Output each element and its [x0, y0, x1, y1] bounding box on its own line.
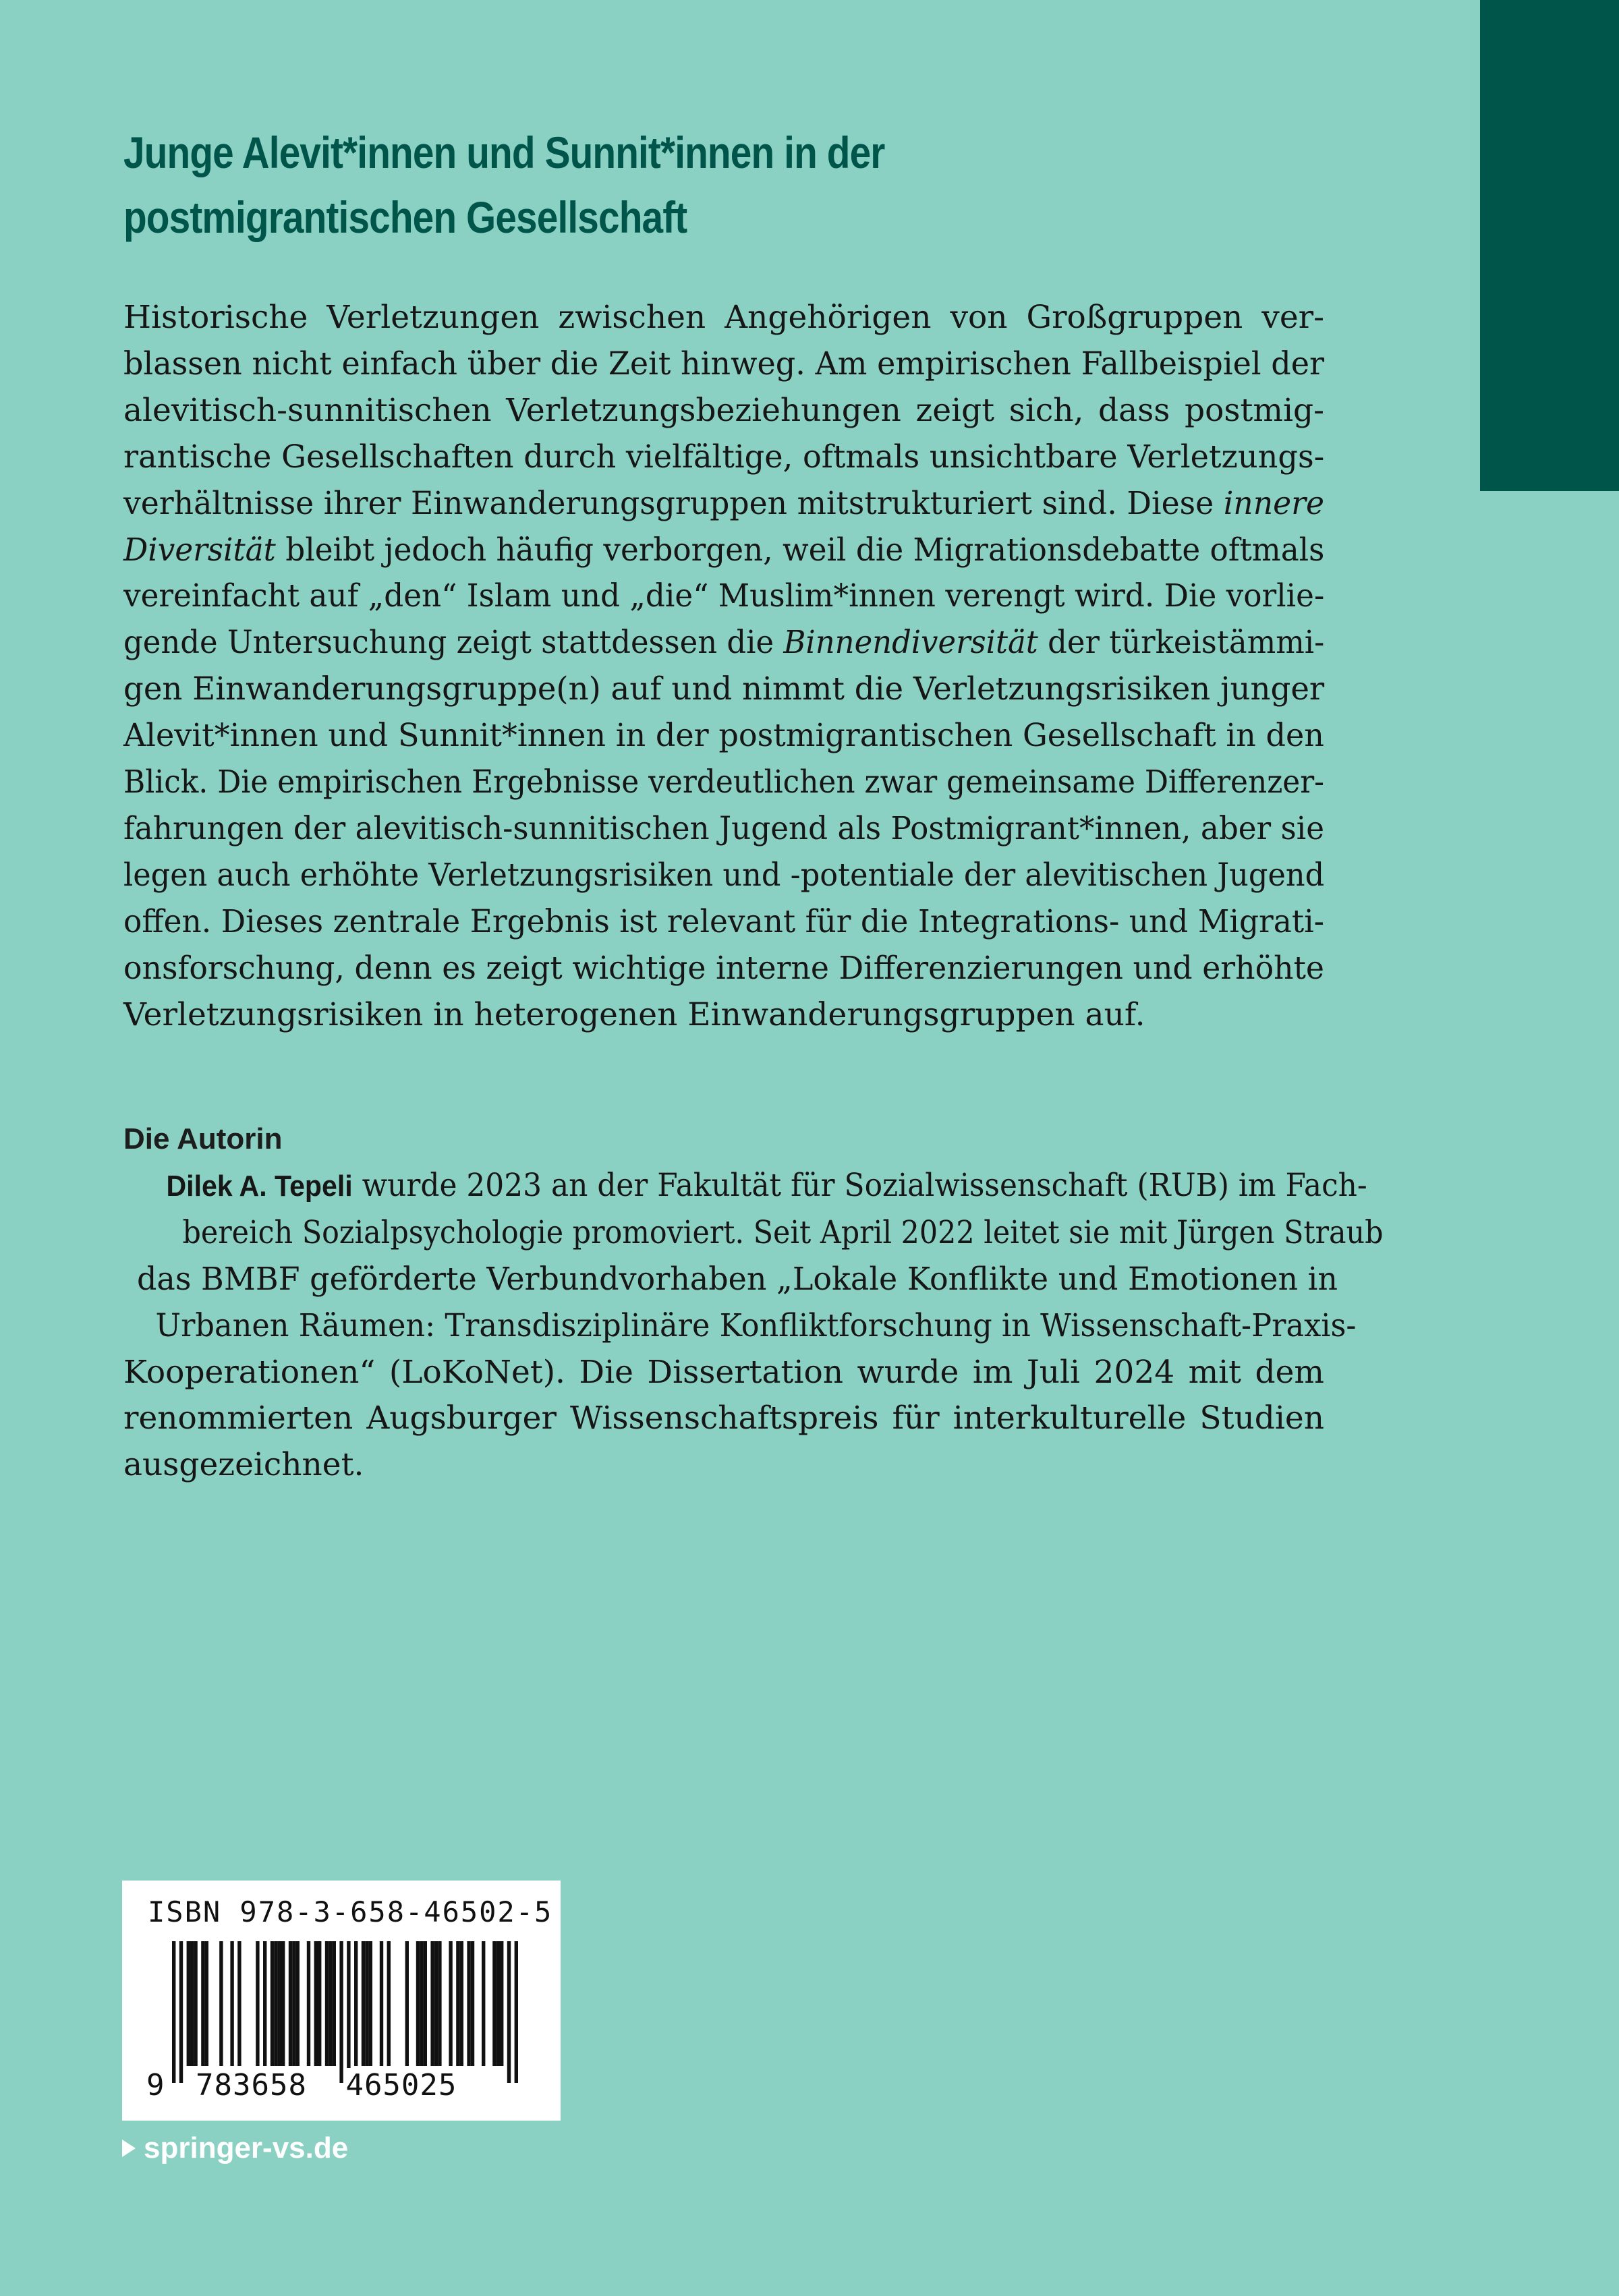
barcode-bar — [347, 1941, 350, 2083]
barcode-bar — [256, 1941, 259, 2066]
blurb-text: bleibt jedoch häufig verborgen, weil die Migrationsdebatte oftmals — [275, 531, 1325, 569]
blurb-line: onsforschung, denn es zeigt wichtige interne Differenzierungen und erhöhte — [123, 949, 1324, 987]
barcode-bar — [482, 1941, 485, 2066]
barcode-bar — [515, 1941, 518, 2083]
barcode-bar — [467, 1941, 470, 2066]
book-blurb — [123, 295, 1324, 1039]
title-line-1: Junge Alevit*innen und Sunnit*innen in der — [123, 127, 885, 177]
ean-digit-first: 9 — [146, 2068, 165, 2102]
barcode-bar — [496, 1941, 500, 2066]
barcode-bar — [314, 1941, 318, 2066]
blurb-line: vereinfacht auf „den“ Islam und „die“ Muslim*innen verengt wird. Die vorlie- — [123, 577, 1325, 615]
barcode-bar — [179, 1941, 183, 2083]
title-line-2: postmigrantischen Gesellschaft — [123, 192, 687, 242]
barcode-bar — [329, 1941, 332, 2066]
play-triangle-icon — [122, 2140, 136, 2157]
barcode-bar — [194, 1941, 197, 2066]
barcode-bar — [201, 1941, 204, 2066]
barcode-bar — [219, 1941, 223, 2066]
book-title — [123, 120, 1226, 250]
barcode-bar — [500, 1941, 503, 2066]
author-section — [123, 1116, 1384, 1489]
blurb-line: Historische Verletzungen zwischen Angehörigen von Großgruppen ver- — [123, 299, 1324, 336]
publisher-url: springer-vs.de — [144, 2131, 349, 2164]
author-line: bereich Sozialpsychologie promoviert. Seit April 2022 leitet sie mit Jürgen Straub — [182, 1213, 1384, 1251]
barcode-bar — [507, 1941, 511, 2083]
barcode-bar — [438, 1941, 441, 2066]
author-heading: Die Autorin — [123, 1122, 283, 1155]
author-line: Kooperationen“ (LoKoNet). Die Dissertation wurde im Juli 2024 mit dem — [123, 1353, 1324, 1391]
barcode-bar — [187, 1941, 190, 2066]
author-text: wurde 2023 an der Fakultät für Sozialwissenschaft (RUB) im Fach- — [352, 1166, 1367, 1204]
barcode-bar — [296, 1941, 300, 2066]
barcode-bar — [380, 1941, 383, 2066]
barcode-bar — [456, 1941, 459, 2066]
author-line — [167, 1163, 1367, 1210]
publisher-link[interactable] — [122, 2131, 348, 2165]
barcode-bar — [318, 1941, 321, 2066]
blurb-text: der türkeistämmi- — [1038, 624, 1325, 662]
barcode-bar — [471, 1941, 474, 2066]
barcode-bar — [365, 1941, 368, 2066]
barcode-bar — [190, 1941, 194, 2066]
barcode-bar — [172, 1941, 175, 2083]
blurb-line: blassen nicht einfach über die Zeit hinweg. Am empirischen Fallbeispiel der — [123, 345, 1324, 382]
barcode-bar — [460, 1941, 463, 2066]
blurb-emphasis: Binnendiversität — [783, 624, 1038, 662]
barcode-bar — [289, 1941, 292, 2066]
cover-accent-tab — [1480, 0, 1619, 491]
blurb-emphasis: innere — [1223, 484, 1324, 522]
blurb-line — [123, 620, 1324, 666]
barcode-bar — [333, 1941, 336, 2066]
barcode-bar — [271, 1941, 274, 2066]
barcode-bar — [430, 1941, 434, 2066]
barcode-bar — [420, 1941, 423, 2066]
barcode-bar — [325, 1941, 329, 2066]
blurb-line: alevitisch-sunnitischen Verletzungsbeziehungen zeigt sich, dass postmig- — [123, 391, 1324, 429]
barcode-bar — [434, 1941, 438, 2066]
barcode-bar — [307, 1941, 310, 2066]
blurb-line: gen Einwanderungsgruppe(n) auf und nimmt die Verletzungsrisiken junger — [123, 670, 1325, 708]
barcode-bar — [230, 1941, 233, 2066]
barcode-bar — [449, 1941, 452, 2066]
blurb-line — [123, 527, 1324, 574]
blurb-line: legen auch erhöhte Verletzungsrisiken und -potentiale der alevitischen Jugend — [123, 856, 1325, 894]
isbn-barcode-block — [122, 1881, 561, 2121]
barcode-bar — [369, 1941, 372, 2066]
barcode-bar — [237, 1941, 241, 2066]
blurb-line: offen. Dieses zentrale Ergebnis ist relevant für die Integrations- und Migrati- — [123, 902, 1324, 940]
barcode-bar — [387, 1941, 391, 2066]
blurb-line — [123, 481, 1324, 527]
blurb-line: Verletzungsrisiken in heterogenen Einwanderungsgruppen auf. — [123, 996, 1145, 1033]
ean-digits — [145, 2068, 458, 2102]
author-line: Urbanen Räumen: Transdisziplinäre Konfliktforschung in Wissenschaft-Praxis- — [155, 1307, 1357, 1344]
ean-barcode — [149, 1941, 534, 2083]
barcode-bar — [492, 1941, 496, 2066]
ean-digit-left-group: 783658 — [196, 2068, 307, 2102]
blurb-text: verhältnisse ihrer Einwanderungsgruppen mitstrukturiert sind. Diese — [123, 484, 1224, 522]
barcode-bar — [263, 1941, 266, 2066]
blurb-line: Blick. Die empirischen Ergebnisse verdeutlichen zwar gemeinsame Differenzer- — [123, 764, 1324, 801]
barcode-bar — [424, 1941, 427, 2066]
author-line: renommierten Augsburger Wissenschaftspreis für interkulturelle Studien — [123, 1400, 1324, 1437]
author-name: Dilek A. Tepeli — [166, 1169, 353, 1203]
author-line: das BMBF geförderte Verbundvorhaben „Lokale Konflikte und Emotionen in — [137, 1260, 1338, 1298]
blurb-text: gende Untersuchung zeigt stattdessen die — [123, 624, 784, 662]
blurb-line: rantische Gesellschaften durch vielfältige, oftmals unsichtbare Verletzungs- — [123, 438, 1325, 476]
ean-digit-right-group: 465025 — [345, 2068, 457, 2102]
author-line: ausgezeichnet. — [123, 1446, 364, 1484]
blurb-line: Alevit*innen und Sunnit*innen in der postmigrantischen Gesellschaft in den — [123, 717, 1324, 755]
barcode-bar — [405, 1941, 409, 2066]
barcode-bar — [416, 1941, 420, 2066]
barcode-bar — [205, 1941, 208, 2066]
barcode-bar — [362, 1941, 365, 2066]
barcode-bar — [281, 1941, 285, 2066]
barcode-bar — [292, 1941, 295, 2066]
blurb-emphasis: Diversität — [123, 531, 276, 569]
barcode-bar — [274, 1941, 277, 2066]
blurb-line: fahrungen der alevitisch-sunnitischen Jugend als Postmigrant*innen, aber sie — [123, 809, 1324, 847]
barcode-bar — [278, 1941, 281, 2066]
barcode-bar — [354, 1941, 358, 2066]
barcode-bar — [339, 1941, 343, 2083]
isbn-label: ISBN 978-3-658-46502-5 — [148, 1895, 553, 1928]
